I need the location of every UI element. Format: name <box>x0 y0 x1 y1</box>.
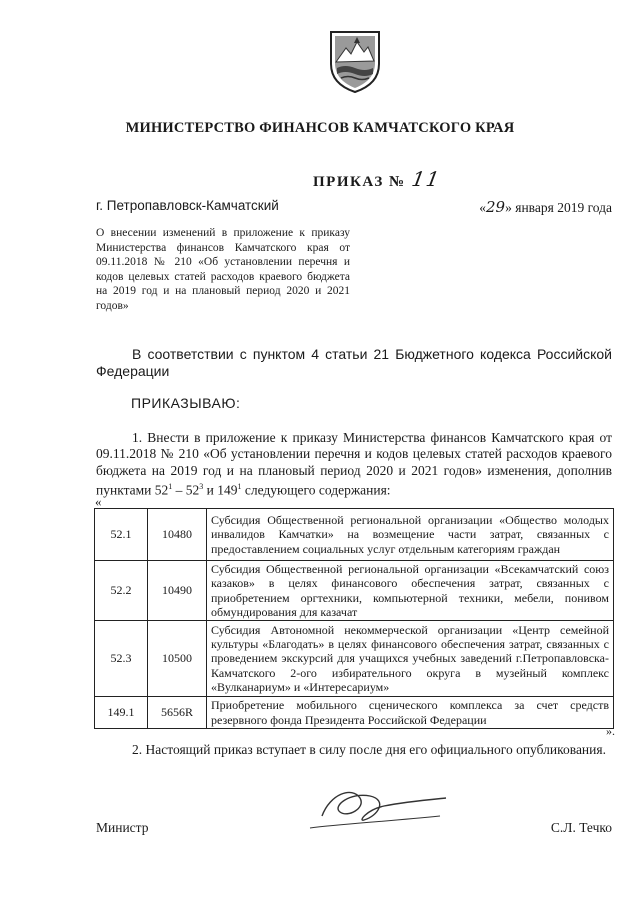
row-code: 52.3 <box>95 621 148 697</box>
order-word: ПРИКАЗЫВАЮ: <box>131 395 241 411</box>
point-1-sup: 3 <box>199 482 204 492</box>
date-rest: » января 2019 года <box>505 200 612 215</box>
order-subject: О внесении изменений в приложение к приказу Министерства финансов Камчатского края от 09.11.2018 № 210 «Об установлении перечня и кодов целевых статей расходов краевого бюджета на 2019 год и на плановый период 2020 и 2021 годов» <box>96 227 350 312</box>
ministry-name: МИНИСТЕРСТВО ФИНАНСОВ КАМЧАТСКОГО КРАЯ <box>125 120 515 136</box>
row-number: 10480 <box>148 509 207 561</box>
row-number: 5656R <box>148 697 207 729</box>
table-row <box>95 697 614 729</box>
table-row <box>95 621 614 697</box>
date-open-quote: « <box>479 200 487 215</box>
point-1-and: и 149 <box>203 482 238 498</box>
handwritten-signature <box>300 776 450 838</box>
table-row <box>95 509 614 561</box>
preamble: В соответствии с пунктом 4 статьи 21 Бюджетного кодекса Российской Федерации <box>96 346 612 379</box>
date-day: 29 <box>486 198 506 216</box>
point-1-sup: 1 <box>237 482 242 492</box>
order-date <box>479 198 612 216</box>
row-description: Приобретение мобильного сценического комплекса за счет средств резервного фонда Президента Российской Федерации <box>207 697 614 729</box>
order-title <box>313 167 443 191</box>
coat-of-arms-emblem <box>327 28 383 94</box>
point-2: 2. Настоящий приказ вступает в силу после дня его официального опубликования. <box>132 742 606 757</box>
point-1-tail: следующего содержания: <box>241 482 391 498</box>
row-description: Субсидия Автономной некоммерческой организации «Центр семейной культуры «Благодать» в целях финансового обеспечения затрат, связанных с проведением экскурсий для учащихся учебных заведений г.Петропавловска-Камчатского 2-ого избирательного округа в музейный комплекс «Вулканариум» и «Интересариум» <box>207 621 614 697</box>
row-description: Субсидия Общественной региональной организации «Всекамчатский союз казаков» в целях финансового обеспечения затрат, связанных с приобретением оргтехники, компьютерной техники, мебели, понивом обмундирования для казачат <box>207 561 614 621</box>
point-1-dash: – 52 <box>172 482 200 498</box>
row-number: 10500 <box>148 621 207 697</box>
row-description: Субсидия Общественной региональной организации «Общество молодых инвалидов Камчатки» на возмещение части затрат, связанных с предоставлением социальных услуг отдельным категориям граждан <box>207 509 614 561</box>
order-title-label: ПРИКАЗ № <box>313 174 406 190</box>
city: г. Петропавловск-Камчатский <box>96 198 279 213</box>
signatory-title: Министр <box>96 820 149 835</box>
signatory-name: С.Л. Течко <box>550 820 612 835</box>
row-number: 10490 <box>148 561 207 621</box>
point-1-text: 1. Внести в приложение к приказу Министерства финансов Камчатского края от 09.11.2018 № 210 «Об установлении перечня и кодов целевых статей расходов краевого бюджета на 2019 год и на плановый период 2020 и 2021 годов» изменения, дополнив пунктами 52 <box>96 430 612 498</box>
point-1 <box>96 430 612 499</box>
target-items-table <box>94 508 614 729</box>
table-row <box>95 561 614 621</box>
order-number: 11 <box>409 167 443 191</box>
table-close-quote: ». <box>606 724 615 738</box>
row-code: 52.2 <box>95 561 148 621</box>
row-code: 149.1 <box>95 697 148 729</box>
point-1-sup: 1 <box>168 482 173 492</box>
row-code: 52.1 <box>95 509 148 561</box>
table-open-quote: « <box>95 494 102 509</box>
